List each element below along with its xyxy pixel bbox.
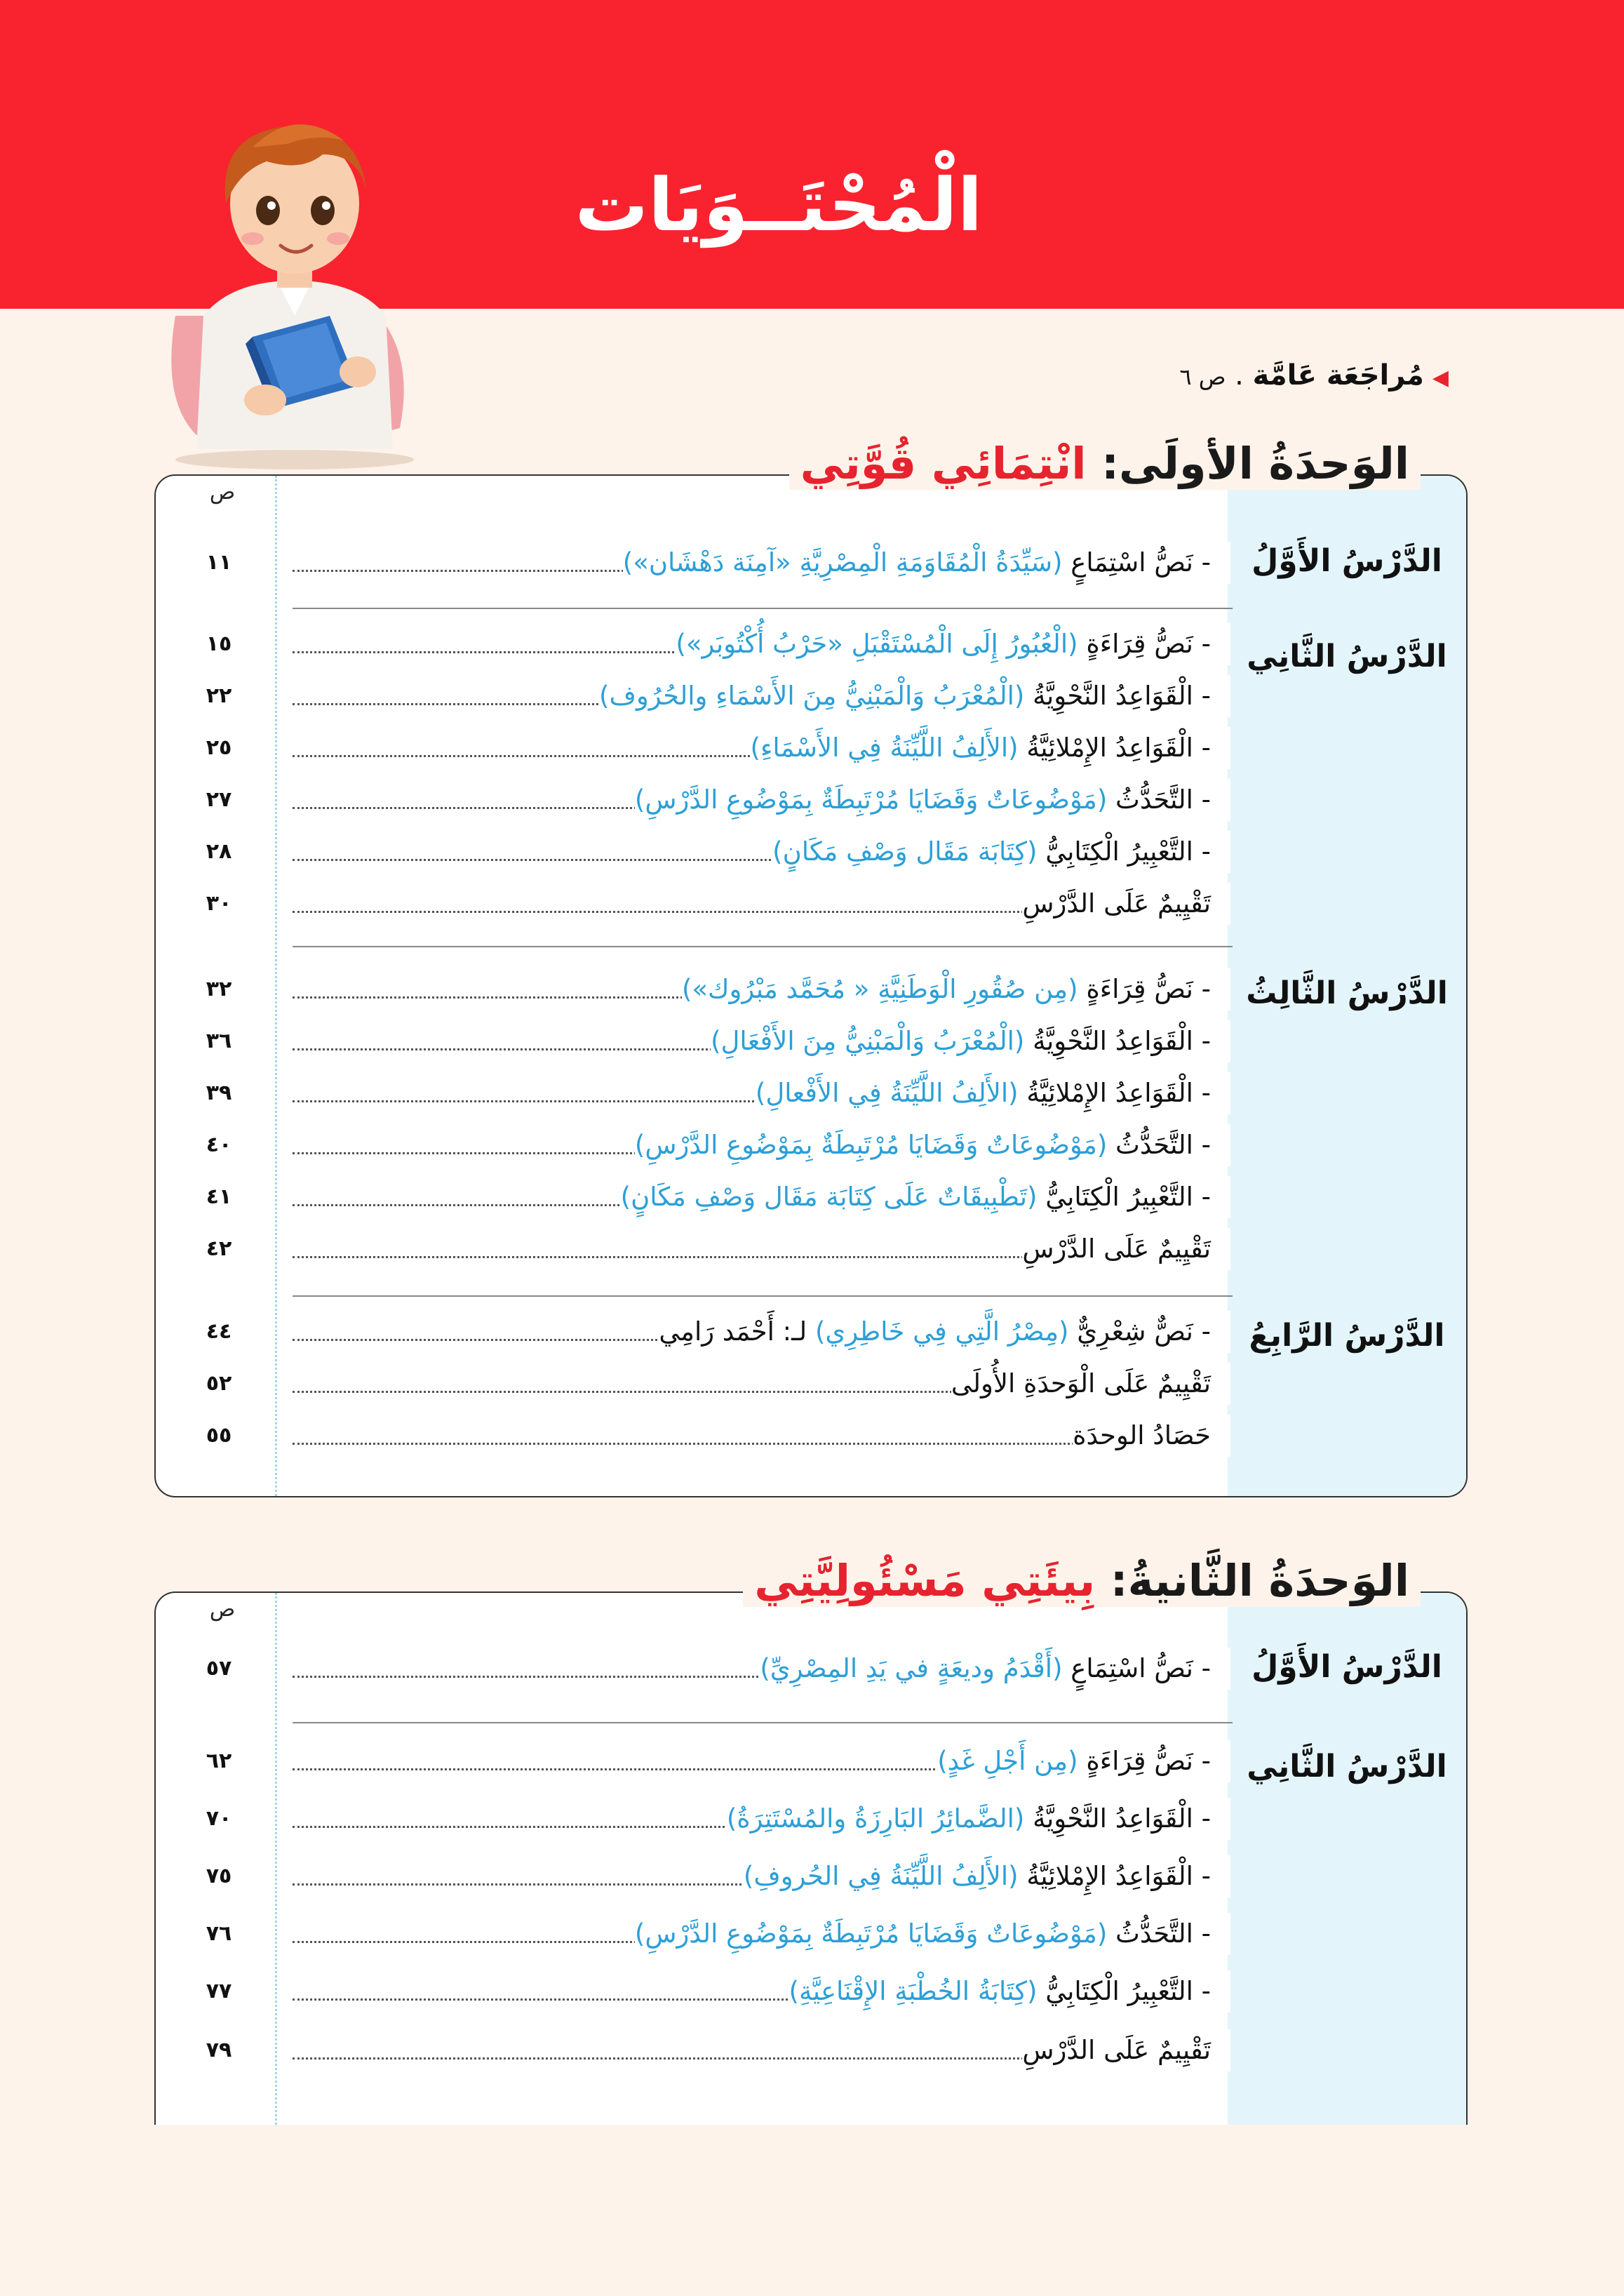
review-page: ص ٦ xyxy=(1179,363,1226,390)
entry-topic: (كِتَابَة مَقَال وَصْفِ مَكَانٍ) xyxy=(772,836,1038,867)
toc-page-number: ٤٤ xyxy=(206,1319,232,1344)
general-review-entry[interactable] xyxy=(1179,359,1449,392)
entry-topic: (مَوْضُوعَاتٌ وَقَضَايَا مُرْتَبِطَةٌ بِمَوْضُوعِ الدَّرْسِ) xyxy=(634,785,1108,815)
entry-topic: (أَقْدَمُ وديعَةٍ في يَدِ المِصْرِيِّ) xyxy=(760,1653,1063,1683)
toc-row[interactable] xyxy=(156,1648,1230,1690)
unit-two-box xyxy=(154,1591,1468,2125)
lesson-title: الدَّرْسُ الأَوَّلُ xyxy=(1251,543,1442,579)
review-label: مُراجَعَة عَامَّة xyxy=(1252,359,1424,392)
entry-author: لـ: أَحْمَد رَامِي xyxy=(659,1316,807,1347)
toc-row[interactable] xyxy=(156,1798,1230,1840)
toc-entry-text xyxy=(1022,2029,1230,2071)
toc-page-number: ٢٢ xyxy=(206,683,232,708)
toc-page-number: ٣٢ xyxy=(206,977,232,1001)
entry-topic: (الْمُعْرَبُ وَالْمَبْنِيُّ مِنَ الأَسْمَاءِ والحُرُوف) xyxy=(599,681,1025,711)
toc-row[interactable] xyxy=(156,1970,1230,2013)
toc-entry-text xyxy=(621,1176,1230,1218)
entry-topic: (الْمُعْرَبُ وَالْمَبْنِيُّ مِنَ الأَفْعَالِ) xyxy=(711,1026,1025,1056)
toc-entry-text xyxy=(756,1072,1230,1114)
toc-page-number: ١١ xyxy=(206,550,232,575)
entry-kind: - نَصُّ اسْتِمَاعٍ xyxy=(1071,1653,1211,1683)
entry-kind: - نَصُّ قِرَاءَةٍ xyxy=(1086,629,1211,659)
toc-page-number: ٧٩ xyxy=(206,2038,232,2062)
toc-page-number: ٧٦ xyxy=(206,1921,232,1946)
entry-kind: - نَصُّ اسْتِمَاعٍ xyxy=(1071,547,1211,578)
toc-entry-text xyxy=(760,1648,1230,1690)
toc-row[interactable] xyxy=(156,1176,1230,1218)
toc-page-number: ٥٥ xyxy=(206,1423,232,1448)
toc-row[interactable] xyxy=(156,779,1230,821)
toc-page-number: ٦٢ xyxy=(206,1749,232,1773)
toc-entry-text xyxy=(1073,1415,1230,1457)
entry-topic: (الأَلِفُ اللَّيِّنَةُ فِي الأَفْعالِ) xyxy=(755,1078,1019,1108)
entry-kind: تَقْيِيمٌ عَلَى الدَّرْسِ xyxy=(1022,1234,1211,1264)
entry-kind: - الْقَوَاعِدُ النَّحْوِيَّةُ xyxy=(1033,1026,1211,1056)
lesson-separator xyxy=(293,608,1233,609)
entry-kind: - الْقَوَاعِدُ النَّحْوِيَّةُ xyxy=(1033,681,1211,711)
boy-reading-illustration xyxy=(147,105,442,470)
entry-kind: - التَّحَدُّثُ xyxy=(1115,1918,1211,1949)
unit-number: الوَحدَةُ الثَّانيةُ: xyxy=(1110,1555,1409,1606)
toc-row[interactable] xyxy=(156,1740,1230,1782)
toc-row[interactable] xyxy=(156,1855,1230,1897)
toc-page-number: ٧٠ xyxy=(206,1806,232,1831)
toc-row[interactable] xyxy=(156,1072,1230,1114)
toc-row[interactable] xyxy=(156,727,1230,769)
toc-row[interactable] xyxy=(156,1124,1230,1166)
toc-entry-text xyxy=(635,1913,1230,1955)
toc-entry-text xyxy=(751,727,1230,769)
toc-row[interactable] xyxy=(156,1363,1230,1405)
unit-two-heading xyxy=(743,1555,1421,1607)
entry-topic: (تَطْبِيقَاتٌ عَلَى كِتَابَة مَقَال وَصْفِ مَكَانٍ) xyxy=(620,1182,1038,1212)
toc-entry-text xyxy=(789,1970,1230,2013)
dotted-leader xyxy=(293,1443,1209,1445)
unit-one-heading xyxy=(789,438,1421,490)
toc-entry-text xyxy=(659,1311,1230,1353)
toc-page-number: ٤٠ xyxy=(206,1133,232,1157)
lesson-title: الدَّرْسُ الرَّابِعُ xyxy=(1249,1318,1445,1354)
toc-page-number: ٢٨ xyxy=(206,839,232,864)
toc-entry-text xyxy=(676,623,1230,665)
toc-page-number: ٤١ xyxy=(206,1184,232,1209)
entry-topic: (مِن أَجْلِ غَدٍ) xyxy=(937,1746,1078,1776)
toc-entry-text xyxy=(623,542,1230,584)
entry-kind: حَصَادُ الوحدَة xyxy=(1073,1420,1211,1450)
entry-kind: تَقْيِيمٌ عَلَى الْوَحدَةِ الأُولَى xyxy=(951,1368,1211,1399)
page-column-header: ص xyxy=(209,480,236,505)
toc-page-number: ٥٧ xyxy=(206,1656,232,1681)
lesson-title: الدَّرْسُ الثَّانِي xyxy=(1247,1749,1447,1784)
entry-topic: (مِصْرُ الَّتِي فِي خَاطِرِي) xyxy=(814,1316,1069,1347)
entry-topic: (مَوْضُوعَاتٌ وَقَضَايَا مُرْتَبِطَةٌ بِمَوْضُوعِ الدَّرْسِ) xyxy=(634,1130,1108,1160)
unit-name: انْتِمَائِي قُوَّتِي xyxy=(800,438,1087,489)
toc-row[interactable] xyxy=(156,1415,1230,1457)
entry-topic: (الْعُبُورُ إِلَى الْمُسْتَقْبَلِ «حَرْبُ أُكْتُوبَر») xyxy=(676,629,1078,659)
entry-kind: - نَصُّ قِرَاءَةٍ xyxy=(1086,974,1211,1004)
entry-topic: (كِتَابَةُ الخُطْبَةِ الإِقْنَاعِيَّةِ) xyxy=(788,1976,1038,2006)
entry-kind: - التَّعْبِيرُ الْكِتَابِيُّ xyxy=(1045,836,1211,867)
lesson-separator xyxy=(293,1722,1233,1723)
toc-page-number: ٧٧ xyxy=(206,1979,232,2003)
toc-page-number: ٥٢ xyxy=(206,1371,232,1396)
unit-name: بِيئَتِي مَسْئُولِيَّتِي xyxy=(754,1555,1096,1606)
entry-kind: - التَّحَدُّثُ xyxy=(1115,1130,1211,1160)
toc-row[interactable] xyxy=(156,1228,1230,1270)
entry-kind: - نَصٌّ شِعْرِيٌّ xyxy=(1077,1316,1211,1347)
entry-topic: (مَوْضُوعَاتٌ وَقَضَايَا مُرْتَبِطَةٌ بِمَوْضُوعِ الدَّرْسِ) xyxy=(634,1918,1108,1949)
entry-topic: (الضَّمائِرُ البَارِزَةُ والمُسْتَتِرَةُ) xyxy=(726,1803,1025,1834)
entry-kind: - التَّعْبِيرُ الْكِتَابِيُّ xyxy=(1045,1976,1211,2006)
toc-page-number: ٣٩ xyxy=(206,1081,232,1105)
entry-kind: - نَصُّ قِرَاءَةٍ xyxy=(1086,1746,1211,1776)
toc-entry-text xyxy=(682,968,1230,1010)
entry-kind: - الْقَوَاعِدُ الإِمْلائِيَّةُ xyxy=(1026,1078,1211,1108)
entry-topic: (سَيِّدَةُ الْمُقَاوَمَةِ الْمِصْرِيَّةِ «آمِنَة دَهْشَان») xyxy=(622,547,1063,578)
toc-entry-text xyxy=(1022,883,1230,925)
toc-row[interactable] xyxy=(156,675,1230,717)
entry-topic: (مِن صُقُورِ الْوَطَنِيَّةِ « مُحَمَّد مَبْرُوك») xyxy=(681,974,1078,1004)
entry-topic: (الأَلِفُ اللَّيِّنَةُ فِي الحُروفِ) xyxy=(743,1861,1019,1891)
entry-kind: - التَّحَدُّثُ xyxy=(1115,785,1211,815)
toc-entry-text xyxy=(599,675,1230,717)
toc-page-number: ٤٢ xyxy=(206,1236,232,1261)
entry-kind: تَقْيِيمٌ عَلَى الدَّرْسِ xyxy=(1022,888,1211,919)
entry-kind: - الْقَوَاعِدُ الإِمْلائِيَّةُ xyxy=(1026,733,1211,763)
toc-entry-text xyxy=(727,1798,1230,1840)
toc-entry-text xyxy=(937,1740,1230,1782)
unit-number: الوَحدَةُ الأولَى: xyxy=(1101,438,1409,489)
toc-row[interactable] xyxy=(156,831,1230,873)
toc-page-number: ٢٧ xyxy=(206,787,232,812)
lesson-title: الدَّرْسُ الثَّالِثُ xyxy=(1246,975,1448,1011)
toc-entry-text xyxy=(744,1855,1230,1897)
lesson-separator xyxy=(293,1295,1233,1297)
toc-page-number: ٢٥ xyxy=(206,735,232,760)
toc-row[interactable] xyxy=(156,623,1230,665)
toc-entry-text xyxy=(635,1124,1230,1166)
toc-page-number: ٣٠ xyxy=(206,891,232,916)
toc-page-number: ٧٥ xyxy=(206,1864,232,1888)
toc-page-number: ٣٦ xyxy=(206,1029,232,1053)
toc-row[interactable] xyxy=(156,883,1230,925)
toc-row[interactable] xyxy=(156,968,1230,1010)
entry-topic: (الأَلِفُ اللَّيِّنَةُ فِي الأَسْمَاءِ) xyxy=(750,733,1019,763)
toc-row[interactable] xyxy=(156,1311,1230,1353)
entry-kind: - التَّعْبِيرُ الْكِتَابِيُّ xyxy=(1045,1182,1211,1212)
toc-row[interactable] xyxy=(156,1913,1230,1955)
triangle-left-icon: ◀ xyxy=(1432,366,1449,390)
toc-page-number: ١٥ xyxy=(206,632,232,656)
unit-one-box xyxy=(154,474,1468,1497)
toc-entry-text xyxy=(635,779,1230,821)
page-column-header: ص xyxy=(209,1597,236,1622)
page-title: الْمُحْتَــوَيَات xyxy=(575,162,983,248)
toc-entry-text xyxy=(1022,1228,1230,1270)
toc-entry-text xyxy=(951,1363,1230,1405)
review-separator: . xyxy=(1226,359,1253,392)
toc-entry-text xyxy=(772,831,1230,873)
toc-entry-text xyxy=(711,1020,1230,1062)
toc-row[interactable] xyxy=(156,2029,1230,2071)
lesson-title: الدَّرْسُ الثَّانِي xyxy=(1247,639,1447,674)
lesson-title: الدَّرْسُ الأَوَّلُ xyxy=(1251,1649,1442,1685)
lesson-separator xyxy=(293,946,1233,947)
entry-kind: - الْقَوَاعِدُ الإِمْلائِيَّةُ xyxy=(1026,1861,1211,1891)
toc-row[interactable] xyxy=(156,1020,1230,1062)
toc-row[interactable] xyxy=(156,542,1230,584)
entry-kind: - الْقَوَاعِدُ النَّحْوِيَّةُ xyxy=(1033,1803,1211,1834)
entry-kind: تَقْيِيمٌ عَلَى الدَّرْسِ xyxy=(1022,2035,1211,2065)
